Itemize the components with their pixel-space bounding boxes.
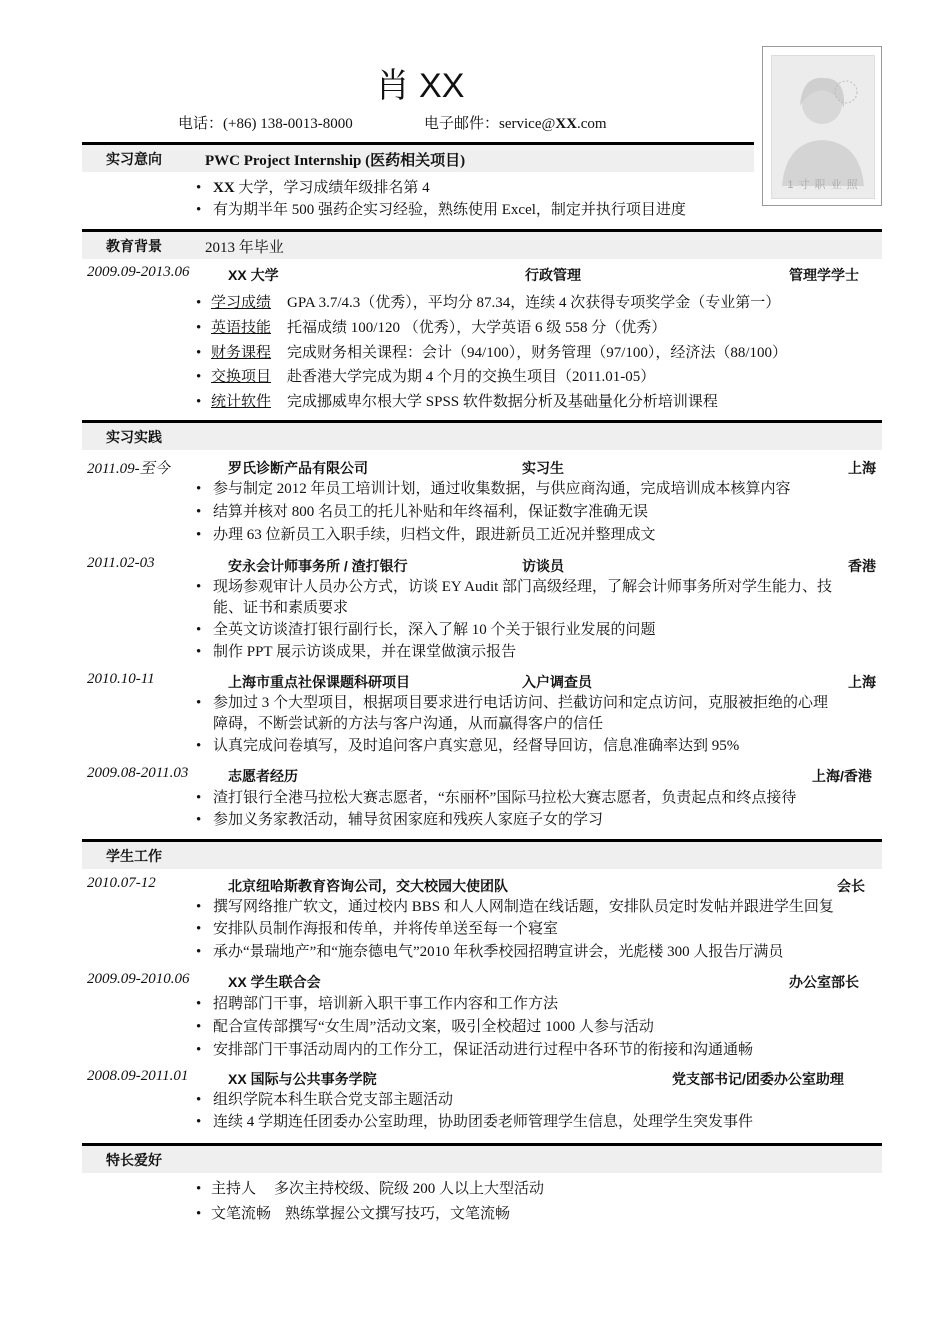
bullet-text: 障碍，不断尝试新的方法与客户沟通，从而赢得客户的信任 (213, 716, 604, 732)
entry-org: XX 学生联合会 (228, 974, 321, 990)
list-item-continued (196, 714, 876, 735)
section-practice (82, 420, 882, 450)
list-item: • 组织学院本科生联合党支部主题活动 (196, 1090, 876, 1111)
list-item: • 学习成绩 GPA 3.7/4.3（优秀），平均分 87.34，连续 4 次获得专项奖学金（专业第一） (196, 295, 781, 311)
intent-value: PWC Project Internship (医药相关项目) (205, 153, 466, 169)
edu-item-label: 财务课程 (211, 345, 272, 361)
bullet-text: 参加过 3 个大型项目，根据项目要求进行电话访问、拦截访问和定点访问，克服被拒绝的心理 (213, 695, 829, 711)
edu-item-text: 完成挪威卑尔根大学 SPSS 软件数据分析及基础量化分析培训课程 (287, 394, 718, 410)
phone-value: (+86) 138-0013-8000 (223, 116, 353, 132)
email-suffix: .com (576, 116, 607, 132)
bullet-bold: XX (213, 180, 235, 196)
section-intent (82, 142, 754, 172)
list-item: • 认真完成问卷填写，及时追问客户真实意见，经督导回访，信息准确率达到 95% (196, 736, 876, 757)
list-item: • 招聘部门干事，培训新入职干事工作内容和工作方法 (196, 994, 876, 1015)
edu-school: XX 大学 (228, 267, 279, 283)
list-item: • 撰写网络推广软文，通过校内 BBS 和人人网制造在线话题，安排队员定时发帖并跟进学生回复 (196, 897, 876, 918)
list-item: • 全英文访谈渣打银行副行长，深入了解 10 个关于银行业发展的问题 (196, 620, 876, 641)
section-title: 实习意向 (106, 151, 162, 167)
entry-place: 香港 (848, 558, 876, 574)
bullet-text: 安排部门干事活动周内的工作分工，保证活动进行过程中各环节的衔接和沟通通畅 (213, 1042, 754, 1058)
section-title: 学生工作 (106, 848, 162, 864)
phone-label: 电话： (178, 116, 224, 132)
entry-org: 志愿者经历 (228, 768, 298, 784)
section-title: 特长爱好 (106, 1152, 162, 1168)
bullet-text: 组织学院本科生联合党支部主题活动 (213, 1092, 454, 1108)
bullet-text: 参与制定 2012 年员工培训计划，通过收集数据，与供应商沟通，完成培训成本核算内容 (213, 481, 791, 497)
entry-org: 罗氏诊断产品有限公司 (228, 460, 368, 476)
list-item: • 统计软件 完成挪威卑尔根大学 SPSS 软件数据分析及基础量化分析培训课程 (196, 394, 718, 410)
bullet-text: 能、证书和素质要求 (213, 600, 349, 616)
entry-role: 访谈员 (522, 558, 564, 574)
bullet-text: 参加义务家教活动，辅导贫困家庭和残疾人家庭子女的学习 (213, 812, 604, 828)
edu-item-label: 学习成绩 (211, 295, 272, 311)
entry-org: 安永会计师事务所 / 渣打银行 (228, 558, 408, 574)
section-student-work (82, 839, 882, 869)
entry-place: 上海 (848, 674, 876, 690)
entry-place: 上海 (848, 460, 876, 476)
list-item: • 文笔流畅 熟练掌握公文撰写技巧，文笔流畅 (196, 1206, 511, 1222)
entry-position: 党支部书记/团委办公室助理 (672, 1071, 844, 1087)
entry-date: 2011.09-至今 (87, 461, 170, 477)
list-item: • 参与制定 2012 年员工培训计划，通过收集数据，与供应商沟通，完成培训成本核算内容 (196, 479, 876, 500)
entry-place: 上海/香港 (812, 768, 872, 784)
hobby-label: 主持人 (211, 1181, 257, 1197)
list-item-continued (196, 598, 876, 619)
section-title: 教育背景 (106, 238, 162, 254)
list-item: • 财务课程 完成财务相关课程：会计（94/100），财务管理（97/100），经济法（88/100） (196, 345, 788, 361)
list-item: • 参加义务家教活动，辅导贫困家庭和残疾人家庭子女的学习 (196, 810, 876, 831)
section-education (82, 229, 882, 259)
entry-date: 2008.09-2011.01 (87, 1068, 189, 1084)
list-item: • 英语技能 托福成绩 100/120 （优秀），大学英语 6 级 558 分（优秀） (196, 320, 667, 336)
email-prefix: service@ (499, 116, 556, 132)
resume-name: 肖 XX (375, 67, 465, 105)
bullet-text: 结算并核对 800 名员工的托儿补贴和年终福利，保证数字准确无误 (213, 504, 649, 520)
list-item: • 安排队员制作海报和传单，并将传单送至每一个寝室 (196, 919, 876, 940)
entry-position: 会长 (837, 878, 865, 894)
bullet-text: 安排队员制作海报和传单，并将传单送至每一个寝室 (213, 921, 559, 937)
bullet-text: 现场参观审计人员办公方式，访谈 EY Audit 部门高级经理，了解会计师事务所对学生能力、技 (213, 579, 833, 595)
email-line (424, 112, 607, 133)
entry-date: 2009.08-2011.03 (87, 765, 189, 781)
hobby-text: 熟练掌握公文撰写技巧，文笔流畅 (285, 1206, 511, 1222)
list-item: • 承办“景瑞地产”和“施奈德电气”2010 年秋季校园招聘宣讲会，光彪楼 300 人报告厅满员 (196, 942, 876, 963)
phone-line (178, 112, 353, 133)
entry-role: 入户调查员 (522, 674, 592, 690)
edu-major: 行政管理 (525, 267, 581, 283)
bullet-text: 全英文访谈渣打银行副行长，深入了解 10 个关于银行业发展的问题 (213, 622, 656, 638)
list-item: • 交换项目 赴香港大学完成为期 4 个月的交换生项目（2011.01-05） (196, 369, 656, 385)
edu-item-label: 英语技能 (211, 320, 272, 336)
entry-date: 2009.09-2010.06 (87, 971, 190, 987)
hobby-text: 多次主持校级、院级 200 人以上大型活动 (274, 1181, 545, 1197)
edu-item-text: 完成财务相关课程：会计（94/100），财务管理（97/100），经济法（88/100） (287, 345, 788, 361)
hobby-label: 文笔流畅 (211, 1206, 272, 1222)
list-item: • 主持人 多次主持校级、院级 200 人以上大型活动 (196, 1181, 545, 1197)
entry-position: 办公室部长 (789, 974, 859, 990)
entry-date: 2010.07-12 (87, 875, 156, 891)
entry-org: 北京纽哈斯教育咨询公司，交大校园大使团队 (228, 878, 508, 894)
entry-date: 2010.10-11 (87, 671, 155, 687)
bullet-text: 渣打银行全港马拉松大赛志愿者，“东丽杯”国际马拉松大赛志愿者，负责起点和终点接待 (213, 790, 797, 806)
list-item: • 有为期半年 500 强药企实习经验，熟练使用 Excel，制定并执行项目进度 (196, 200, 876, 221)
entry-date: 2011.02-03 (87, 555, 155, 571)
section-title: 实习实践 (106, 429, 162, 445)
edu-item-label: 交换项目 (211, 369, 272, 385)
entry-org: XX 国际与公共事务学院 (228, 1071, 377, 1087)
list-item: • XX 大学，学习成绩年级排名第 4 (196, 180, 430, 196)
bullet-text: 撰写网络推广软文，通过校内 BBS 和人人网制造在线话题，安排队员定时发帖并跟进学生回复 (213, 899, 834, 915)
edu-date: 2009.09-2013.06 (87, 264, 190, 280)
list-item: • 现场参观审计人员办公方式，访谈 EY Audit 部门高级经理，了解会计师事务所对学生能力、技 (196, 577, 876, 598)
bullet-text: 招聘部门干事，培训新入职干事工作内容和工作方法 (213, 996, 559, 1012)
bullet-text: 大学，学习成绩年级排名第 4 (234, 180, 430, 196)
photo-caption: 1 寸 职 业 照 (787, 179, 859, 191)
bullet-text: 有为期半年 500 强药企实习经验，熟练使用 Excel，制定并执行项目进度 (213, 202, 686, 218)
section-hobby (82, 1143, 882, 1173)
edu-item-text: GPA 3.7/4.3（优秀），平均分 87.34，连续 4 次获得专项奖学金（专业第一） (287, 295, 781, 311)
bullet-text: 认真完成问卷填写，及时追问客户真实意见，经督导回访，信息准确率达到 95% (213, 738, 740, 754)
bullet-text: 制作 PPT 展示访谈成果，并在课堂做演示报告 (213, 644, 517, 660)
list-item: • 参加过 3 个大型项目，根据项目要求进行电话访问、拦截访问和定点访问，克服被拒绝的心理 (196, 693, 876, 714)
entry-role: 实习生 (522, 460, 564, 476)
list-item: • 配合宣传部撰写“女生周”活动文案，吸引全校超过 1000 人参与活动 (196, 1017, 876, 1038)
list-item: • 安排部门干事活动周内的工作分工，保证活动进行过程中各环节的衔接和沟通通畅 (196, 1040, 876, 1061)
edu-item-text: 赴香港大学完成为期 4 个月的交换生项目（2011.01-05） (287, 369, 656, 385)
bullet-text: 承办“景瑞地产”和“施奈德电气”2010 年秋季校园招聘宣讲会，光彪楼 300 人报告厅满员 (213, 944, 784, 960)
entry-org: 上海市重点社保课题科研项目 (228, 674, 410, 690)
graduation-year: 2013 年毕业 (205, 240, 284, 256)
bullet-text: 配合宣传部撰写“女生周”活动文案，吸引全校超过 1000 人参与活动 (213, 1019, 654, 1035)
email-domain-bold: XX (555, 116, 577, 132)
edu-degree: 管理学学士 (789, 267, 859, 283)
list-item: • 办理 63 位新员工入职手续，归档文件，跟进新员工近况并整理成文 (196, 525, 876, 546)
list-item: • 结算并核对 800 名员工的托儿补贴和年终福利，保证数字准确无误 (196, 502, 876, 523)
bullet-text: 办理 63 位新员工入职手续，归档文件，跟进新员工近况并整理成文 (213, 527, 656, 543)
list-item: • 制作 PPT 展示访谈成果，并在课堂做演示报告 (196, 642, 876, 663)
email-label: 电子邮件： (424, 116, 500, 132)
edu-item-label: 统计软件 (211, 394, 272, 410)
list-item: • 渣打银行全港马拉松大赛志愿者，“东丽杯”国际马拉松大赛志愿者，负责起点和终点接待 (196, 788, 876, 809)
bullet-text: 连续 4 学期连任团委办公室助理，协助团委老师管理学生信息，处理学生突发事件 (213, 1114, 754, 1130)
edu-item-text: 托福成绩 100/120 （优秀），大学英语 6 级 558 分（优秀） (287, 320, 667, 336)
list-item: • 连续 4 学期连任团委办公室助理，协助团委老师管理学生信息，处理学生突发事件 (196, 1112, 876, 1133)
